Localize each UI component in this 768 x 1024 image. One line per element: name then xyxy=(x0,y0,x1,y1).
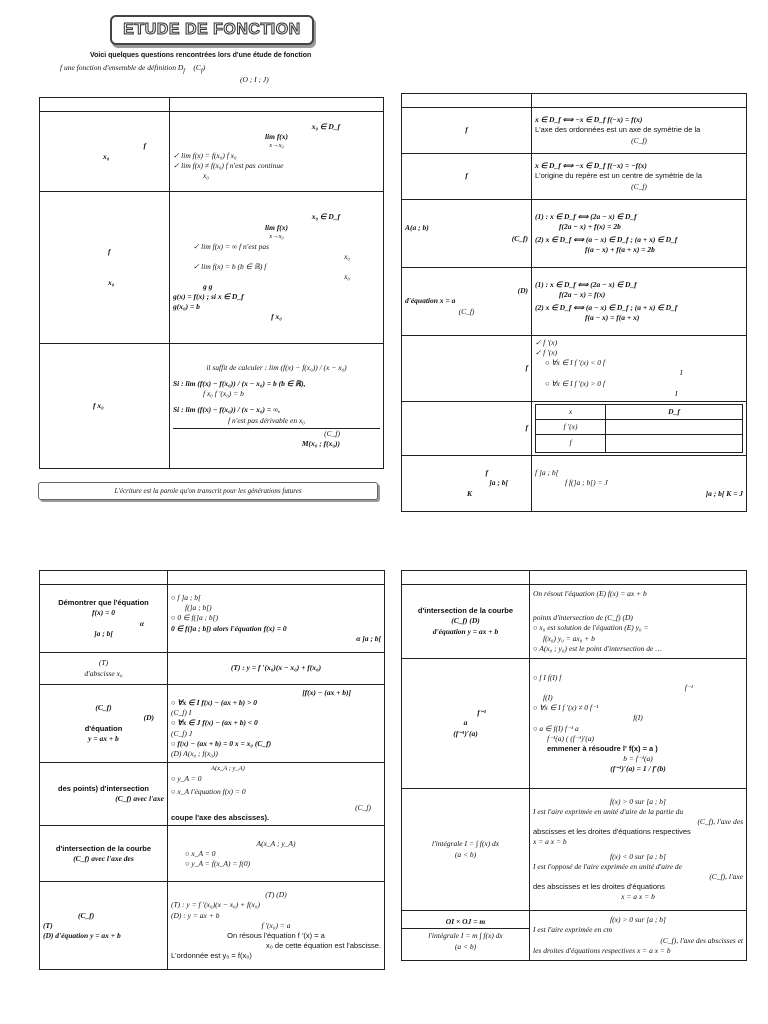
cell-text: ✓ lim f(x) = f(x₀) f x₀ xyxy=(173,150,237,160)
cell-text: ○ x_A l'équation f(x) = 0 xyxy=(171,786,246,796)
cell-text: (a < b) xyxy=(454,849,477,859)
cell-text: f⁻¹ xyxy=(684,683,693,692)
cell-text: f(2a − x) = f(x) xyxy=(559,289,606,299)
cell-text: (a < b) xyxy=(454,941,477,951)
table-row xyxy=(40,826,385,882)
cell-text: f(a − x) = f(a + x) xyxy=(585,313,640,323)
cell-text: g(x₀) = b xyxy=(173,302,200,312)
cell-text: (f⁻¹)′(a) = 1 / f′(b) xyxy=(610,764,666,773)
cell-text: ○ y_A = f(x_A) = f(0) xyxy=(185,858,251,868)
cell-text: (C_f) xyxy=(95,703,112,713)
cell-text: (2) x ∈ D_f ⟺ (a − x) ∈ D_f ; (a + x) ∈ D_f xyxy=(535,303,678,312)
row-right-cell xyxy=(532,154,747,200)
row-left-cell xyxy=(402,789,530,911)
cell-text: ○ x_A = 0 xyxy=(185,848,216,858)
cell-text: f(2a − x) + f(x) = 2b xyxy=(559,221,621,231)
cell-text: x ∈ D_f ⟺ −x ∈ D_f f(−x) = −f(x) xyxy=(535,161,647,171)
cell-text: les droites d'équations respectives x = a x = b xyxy=(533,945,671,955)
row-right-cell xyxy=(532,268,747,336)
cell-text: des abscisses et les droites d'équations xyxy=(533,881,665,891)
cell-text: A(a ; b) xyxy=(405,223,429,233)
cell-text: ○ ∀x ∈ J f(x) − (ax + b) < 0 xyxy=(171,718,258,728)
cell-text: f xyxy=(465,125,468,135)
cell-text: x₀ xyxy=(108,277,115,287)
row-right-cell xyxy=(168,763,385,826)
row-left-cell xyxy=(402,456,532,512)
cell-text: coupe l'axe des abscisses). xyxy=(171,813,270,823)
table-row xyxy=(402,911,747,961)
row-left-cell xyxy=(40,882,168,970)
table-row xyxy=(40,585,385,653)
cell-text: f⁻¹(a) ( (f⁻¹)′(a) xyxy=(547,733,594,743)
table-row xyxy=(402,268,747,336)
cell-text: l'intégrale I = m ∫ f(x) dx xyxy=(428,931,503,941)
var-table-derivative: f ′(x) xyxy=(536,419,606,434)
page-title: ETUDE DE FONCTION xyxy=(123,21,301,38)
table-row xyxy=(402,108,747,154)
cell-text: ✓ lim f(x) = ∞ f n'est pas xyxy=(193,241,269,251)
cell-text: [f(x) − (ax + b)] xyxy=(302,688,351,698)
row-right-cell xyxy=(168,882,385,970)
table-header-cell xyxy=(530,571,747,585)
cell-text: d'intersection de la courbe xyxy=(55,843,152,853)
table-row xyxy=(402,456,747,512)
cell-text: (C_f) (D) xyxy=(451,616,480,626)
cell-text: I xyxy=(675,388,678,398)
cell-text: f xyxy=(108,247,111,257)
row-left-cell xyxy=(402,336,532,402)
intro-line-2: f une fonction d'ensemble de définition $D_f$ $(C_f)$ xyxy=(60,63,206,75)
intro-line-1: Voici quelques questions rencontrées lors d'une étude de fonction xyxy=(90,52,312,59)
cell-text: (T) xyxy=(43,920,53,930)
cell-text: (D) : y = ax + b xyxy=(171,910,220,920)
row-right-cell xyxy=(532,200,747,268)
cell-text: f xyxy=(465,171,468,181)
row-left-cell xyxy=(402,585,530,659)
cell-text: (C_f), l'axe des xyxy=(697,817,743,827)
cell-text: I est l'aire exprimée en unité d'aire de la partie du xyxy=(533,807,684,816)
cell-text: α ]a ; b[ xyxy=(356,633,381,643)
cell-text: f⁻¹ xyxy=(477,708,486,718)
table-row xyxy=(402,659,747,789)
cell-text: ○ ∀x ∈ I f ′(x) ≠ 0 f⁻¹ xyxy=(533,703,599,713)
table-row xyxy=(402,789,747,911)
cell-text: abscisses et les droites d'équations respectives xyxy=(533,827,691,837)
cell-text: L'ordonnée est y₀ = f(x₀) xyxy=(171,951,252,961)
cell-text: (1) : x ∈ D_f ⟺ (2a − x) ∈ D_f xyxy=(535,211,637,221)
cell-text: (C_f) J xyxy=(171,728,193,738)
cell-text: f n'est pas dérivable en x₀ xyxy=(228,415,305,425)
cell-text: x₀ xyxy=(344,251,350,261)
cell-text: On résous l'équation f ′(x) = a xyxy=(227,930,325,940)
cell-text: x₀ xyxy=(203,171,209,181)
cell-text: On résout l'équation (E) f(x) = ax + b xyxy=(533,589,647,599)
table-header-cell xyxy=(170,98,384,112)
cell-text: d'intersection de la courbe xyxy=(417,606,514,616)
cell-text: f(I) xyxy=(543,693,553,703)
cell-text: lim f(x) xyxy=(264,131,289,141)
cell-text: x₀ ∈ D_f xyxy=(311,212,340,222)
cell-text: f(a − x) + f(a + x) = 2b xyxy=(585,245,655,255)
cell-text: f x₀ f ′(x₀) = b xyxy=(203,389,244,399)
cell-text: (1) : x ∈ D_f ⟺ (2a − x) ∈ D_f xyxy=(535,279,637,289)
cell-text: x→x₀ xyxy=(269,232,284,240)
row-right-cell xyxy=(170,112,384,192)
cell-text: Démontrer que l'équation xyxy=(58,598,149,608)
row-left-cell xyxy=(40,344,170,469)
table-row xyxy=(402,200,747,268)
cell-text: f x₀ xyxy=(93,400,104,410)
quote-text: L'écriture est la parole qu'on transcrit pour les générations futures xyxy=(114,487,302,495)
row-right-cell xyxy=(530,789,747,911)
row-right-cell xyxy=(168,685,385,763)
row-right-cell xyxy=(532,401,747,455)
cell-text: ✓ lim f(x) = b (b ∈ ℝ) f xyxy=(193,261,267,271)
cell-text: points d'intersection de (C_f) (D) xyxy=(533,613,633,623)
row-right-cell xyxy=(168,585,385,653)
table-symmetry-variations xyxy=(401,93,747,512)
cell-text: 0 ∈ f(]a ; b[) alors l'équation f(x) = 0 xyxy=(171,623,287,633)
cell-text: (C_f) xyxy=(458,306,475,316)
cell-text: g g xyxy=(203,282,213,291)
cell-text: f x₀ xyxy=(271,312,282,322)
cell-text: ○ f ]a ; b[ xyxy=(171,593,201,603)
cell-text: f xyxy=(525,363,528,373)
cell-text: b = f⁻¹(a) xyxy=(623,753,653,763)
cell-text: x = a x = b xyxy=(533,837,567,847)
row-left-cell xyxy=(402,268,532,336)
cell-text: ○ f I f(I) f xyxy=(533,672,562,682)
var-table-f: f xyxy=(536,435,606,453)
cell-text: x = a x = b xyxy=(621,892,655,901)
row-left-cell xyxy=(402,659,530,789)
row-left-cell xyxy=(40,192,170,344)
table-header-cell xyxy=(168,571,385,585)
table-header-cell xyxy=(40,571,168,585)
cell-text: ✓ lim f(x) ≠ f(x₀) f n'est pas continue xyxy=(173,160,284,170)
intro-line-2-sub: f xyxy=(183,67,185,75)
cell-text: (D) xyxy=(517,286,528,296)
cell-text: x→x₀ xyxy=(269,142,284,150)
cell-text: f ′(x₀) = a xyxy=(261,920,291,930)
row-right-cell xyxy=(530,585,747,659)
cell-text: des points) d'intersection xyxy=(58,784,149,793)
cell-text: (C_f), l'axe xyxy=(709,871,743,881)
cell-text: f(I) xyxy=(633,713,643,723)
row-right-cell xyxy=(532,336,747,402)
cell-text: (C_f) xyxy=(631,181,647,191)
cell-text: ○ ∀x ∈ I f(x) − (ax + b) > 0 xyxy=(171,698,257,708)
cell-text: (C_f), l'axe des abscisses et xyxy=(660,935,743,945)
table-row xyxy=(40,653,385,685)
table-row xyxy=(402,401,747,455)
cell-text: ○ a ∈ f(I) f⁻¹ a xyxy=(533,723,579,733)
cell-text: (D) xyxy=(143,713,154,723)
table-row xyxy=(40,192,384,344)
cell-text: lim f(x) xyxy=(264,222,289,232)
table-header-cell xyxy=(40,98,170,112)
intro-line-2-text: f une fonction d'ensemble de définition D xyxy=(60,63,184,72)
cell-text: L'origine du repère est un centre de symétrie de la xyxy=(535,171,702,181)
cell-text: (D) A(x₀ ; f(x₀)) xyxy=(171,748,218,758)
cell-text: ○ ∀x ∈ I f ′(x) < 0 f xyxy=(545,358,605,368)
row-right-cell xyxy=(532,108,747,154)
cell-text: x ∈ D_f ⟺ −x ∈ D_f f(−x) = f(x) xyxy=(535,115,643,125)
row-left-cell xyxy=(402,200,532,268)
intro-curve-sub: f xyxy=(200,67,203,75)
cell-text: ○ f(x) − (ax + b) = 0 x = x₀ (C_f) xyxy=(171,738,272,748)
row-left-cell xyxy=(40,763,168,826)
table-row xyxy=(40,882,385,970)
variation-table xyxy=(535,404,743,453)
cell-text: ]a ; b[ xyxy=(94,628,113,638)
row-left-cell xyxy=(40,685,168,763)
row-right-cell xyxy=(530,659,747,789)
cell-text: f(x) > 0 sur [a ; b] xyxy=(610,796,666,806)
cell-text: (C_f) xyxy=(78,910,95,920)
cell-text: d'abscisse x₀ xyxy=(84,668,123,678)
cell-text: ○ 0 ∈ f(]a ; b[) xyxy=(171,613,219,623)
var-table-x: x xyxy=(536,404,606,419)
cell-text: K xyxy=(467,488,473,498)
cell-text: ✓ f ′(x) xyxy=(535,338,558,347)
cell-text: (C_f) xyxy=(631,135,647,145)
cell-text: f(]a ; b[) xyxy=(185,603,212,613)
row-right-cell xyxy=(168,653,385,685)
cell-text: il suffit de calculer : lim (f(x) − f(x₀)) / (x − x₀) xyxy=(206,363,347,373)
cell-text: x₀ ∈ D_f xyxy=(311,121,340,131)
table-intersections-integrals xyxy=(401,570,747,961)
cell-text: f xyxy=(525,423,528,433)
cell-text: Si : lim (f(x) − f(x₀)) / (x − x₀) = b (b ∈ ℝ), xyxy=(173,379,306,389)
cell-text: emmener à résoudre l' f(x) = a ) xyxy=(547,743,658,753)
table-row xyxy=(40,344,384,469)
table-row xyxy=(40,685,385,763)
table-row xyxy=(40,112,384,192)
cell-text: ○ A(x₀ ; y₀) est le point d'intersection de … xyxy=(533,643,662,653)
cell-text: (D) d'équation y = ax + b xyxy=(43,930,121,940)
cell-text: α xyxy=(139,618,144,628)
cell-text: ○ x₀ est solution de l'équation (E) y₀ = xyxy=(533,623,649,633)
cell-text: f(x) = 0 xyxy=(91,608,116,618)
quote-banner xyxy=(38,482,378,500)
table-row xyxy=(402,585,747,659)
cell-text: Si : lim (f(x) − f(x₀)) / (x − x₀) = ∞, xyxy=(173,405,281,415)
table-row xyxy=(402,154,747,200)
cell-text: x₀ xyxy=(344,271,350,281)
cell-text: (T) (D) xyxy=(265,890,287,900)
row-right-cell xyxy=(530,911,747,961)
cell-text: x₀ xyxy=(103,151,110,161)
table-row xyxy=(40,763,385,826)
cell-text: f(x) > 0 sur [a ; b] xyxy=(610,915,666,925)
cell-text: f f(]a ; b[) = J xyxy=(565,478,608,488)
cell-text: L'axe des ordonnées est un axe de symétrie de la xyxy=(535,125,701,135)
row-left-cell xyxy=(40,585,168,653)
cell-text: ]a ; b[ K = J xyxy=(705,488,743,498)
cell-text: f xyxy=(143,141,146,151)
var-table-domain: D_f xyxy=(606,404,743,419)
cell-text: d'équation x = a xyxy=(405,296,456,306)
cell-text: (C_f) avec l'axe des xyxy=(73,853,134,863)
cell-text: (C_f) I xyxy=(171,708,192,718)
table-header-cell xyxy=(532,94,747,108)
var-table-cell xyxy=(606,435,743,453)
cell-text: ]a ; b[ xyxy=(489,478,508,488)
row-left-cell xyxy=(402,154,532,200)
cell-text: (T) xyxy=(98,658,109,668)
cell-text: I xyxy=(680,368,683,378)
var-table-cell xyxy=(606,419,743,434)
cell-text: (C_f) xyxy=(173,428,380,439)
row-left-cell xyxy=(402,108,532,154)
table-header-cell xyxy=(402,94,532,108)
cell-text: f ]a ; b[ xyxy=(535,468,559,478)
cell-text: I est l'aire exprimée en cm xyxy=(533,925,613,935)
cell-text: (T) : y = f ′(x₀)(x − x₀) + f(x₀) xyxy=(230,663,322,673)
cell-text: I est l'opposé de l'aire exprimée en unité d'aire de xyxy=(533,861,683,871)
row-right-cell xyxy=(532,456,747,512)
row-left-cell xyxy=(402,911,530,961)
page-title-box xyxy=(110,15,314,45)
cell-text: (C_f) xyxy=(355,803,371,813)
cell-text: f xyxy=(485,468,488,478)
cell-text: f(x) < 0 sur [a ; b] xyxy=(610,851,666,861)
row-right-cell xyxy=(170,192,384,344)
cell-text: ✓ f ′(x) xyxy=(535,348,558,358)
cell-text: (f⁻¹)′(a) xyxy=(453,728,478,738)
cell-text: l'intégrale I = ∫ f(x) dx xyxy=(431,839,500,849)
cell-text: OI × OJ = m xyxy=(402,917,529,929)
cell-text: (2) x ∈ D_f ⟺ (a − x) ∈ D_f ; (a + x) ∈ D_f xyxy=(535,235,678,244)
cell-text: g(x) = f(x) ; si x ∈ D_f xyxy=(173,292,244,302)
cell-text: M(x₀ ; f(x₀)) xyxy=(301,438,340,448)
cell-text: ○ ∀x ∈ I f ′(x) > 0 f xyxy=(545,378,605,388)
cell-text: (C_f) xyxy=(511,233,528,243)
intro-line-3: (O ; I ; J) xyxy=(240,75,269,84)
row-left-cell xyxy=(40,112,170,192)
row-left-cell xyxy=(40,826,168,882)
cell-text: d'équation y = ax + b xyxy=(432,626,499,636)
cell-text: A(x_A ; y_A) xyxy=(256,838,296,848)
cell-text: x₀ de cette équation est l'abscisse. xyxy=(265,940,381,950)
cell-text: d'équation xyxy=(84,723,123,733)
table-equations-tangents xyxy=(39,570,385,970)
cell-text: (T) : y = f ′(x₀)(x − x₀) + f(x₀) xyxy=(171,900,260,910)
cell-text: y = ax + b xyxy=(88,733,119,743)
intro-curve: (C xyxy=(193,63,201,72)
row-right-cell xyxy=(168,826,385,882)
table-row xyxy=(402,336,747,402)
cell-text: ○ y_A = 0 xyxy=(171,773,202,783)
row-right-cell xyxy=(170,344,384,469)
cell-text: a xyxy=(463,718,468,728)
cell-text: A(x_A ; y_A) xyxy=(211,765,245,772)
cell-text: (C_f) avec l'axe xyxy=(115,794,164,804)
table-continuity-derivability xyxy=(39,97,384,469)
row-left-cell xyxy=(402,401,532,455)
cell-text: f(x₀) y₀ = ax₀ + b xyxy=(543,633,595,643)
row-left-cell xyxy=(40,653,168,685)
table-header-cell xyxy=(402,571,530,585)
